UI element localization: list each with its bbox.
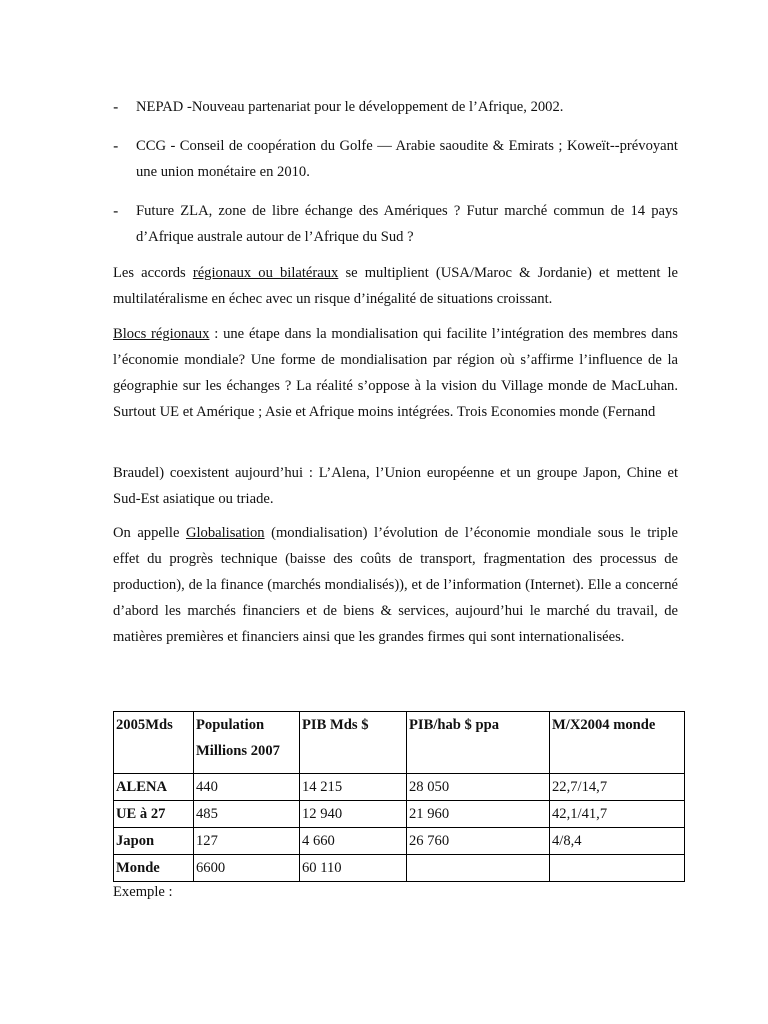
table-cell: 26 760 (407, 828, 550, 855)
bullet-dash: - (113, 137, 119, 155)
example-label: Exemple : (113, 884, 173, 900)
paragraph-blocs-underlined: Blocs régionaux (113, 326, 210, 342)
paragraph-accords-lead: Les accords (113, 265, 193, 281)
bullet-dash: - (113, 202, 119, 220)
paragraph-braudel (113, 460, 678, 512)
table-header-cell: PIB/hab $ ppa (407, 712, 550, 774)
organizations-list (113, 94, 678, 250)
table-cell: 127 (194, 828, 300, 855)
table-cell: 60 110 (300, 855, 407, 882)
paragraph-accords (113, 260, 678, 312)
paragraph-globalisation-lead: On appelle (113, 525, 186, 541)
table-header-cell: 2005Mds (114, 712, 194, 774)
table-cell: 42,1/41,7 (550, 801, 685, 828)
table-row (114, 828, 685, 855)
table-cell: 28 050 (407, 774, 550, 801)
paragraph-globalisation-underlined: Globalisation (185, 525, 265, 541)
paragraph-accords-underlined: régionaux ou bilatéraux (192, 265, 339, 281)
table-cell: 440 (194, 774, 300, 801)
bullet-text: NEPAD -Nouveau partenariat pour le développement de l’Afrique, 2002. (136, 99, 564, 115)
table-row (114, 801, 685, 828)
table-row-label: ALENA (114, 774, 194, 801)
table-header-row (114, 712, 685, 774)
table-header-cell: Population Millions 2007 (194, 712, 300, 774)
bullet-item-nepad (113, 94, 678, 120)
table-cell (407, 855, 550, 882)
table-row-label: Japon (114, 828, 194, 855)
table-cell: 22,7/14,7 (550, 774, 685, 801)
paragraph-globalisation (113, 520, 678, 650)
bullet-text: CCG - Conseil de coopération du Golfe — Arabie saoudite & Emirats ; Koweït--prévoyant une union monétaire en 2010. (136, 138, 678, 180)
table-cell: 485 (194, 801, 300, 828)
table-header-cell: PIB Mds $ (300, 712, 407, 774)
bullet-item-zla (113, 198, 678, 250)
paragraph-globalisation-rest: (mondialisation) l’évolution de l’économie mondiale sous le triple effet du progrès technique (baisse des coûts de transport, fragmentation des processus de production), de la finance (marchés mondialisés)), et de l’information (Internet). Elle a concerné d’abord les marchés financiers et de biens & services, aujourd’hui le marché du travail, de matières premières et financiers ainsi que les grandes firmes qui sont internationalisées. (113, 525, 678, 645)
bullet-dash: - (113, 98, 119, 116)
paragraph-braudel-text: Braudel) coexistent aujourd’hui : L’Alena, l’Union européenne et un groupe Japon, Chine et Sud-Est asiatique ou triade. (113, 465, 678, 507)
table-row (114, 855, 685, 882)
table-cell: 12 940 (300, 801, 407, 828)
paragraph-blocs-rest: : une étape dans la mondialisation qui facilite l’intégration des membres dans l’économie mondiale? Une forme de mondialisation par région où s’affirme l’influence de la géographie sur les échanges ? La réalité s’oppose à la vision du Village monde de MacLuhan. Surtout UE et Amérique ; Asie et Afrique moins intégrées. Trois Economies monde (Fernand (113, 326, 678, 420)
table-cell (550, 855, 685, 882)
table-cell: 21 960 (407, 801, 550, 828)
economic-blocs-table (113, 711, 685, 882)
table-header-cell: M/X2004 monde (550, 712, 685, 774)
table-row-label: UE à 27 (114, 801, 194, 828)
table-row (114, 774, 685, 801)
paragraph-accords-rest: se multiplient (USA/Maroc & Jordanie) et mettent le multilatéralisme en échec avec un risque d’inégalité de situations croissant. (113, 265, 679, 307)
table-cell: 4 660 (300, 828, 407, 855)
bullet-item-ccg (113, 133, 678, 185)
paragraph-blocs-regionaux (113, 321, 678, 425)
table-row-label: Monde (114, 855, 194, 882)
bullet-text: Future ZLA, zone de libre échange des Amériques ? Futur marché commun de 14 pays d’Afrique australe autour de l’Afrique du Sud ? (136, 203, 678, 245)
table-cell: 14 215 (300, 774, 407, 801)
table-cell: 4/8,4 (550, 828, 685, 855)
table-cell: 6600 (194, 855, 300, 882)
